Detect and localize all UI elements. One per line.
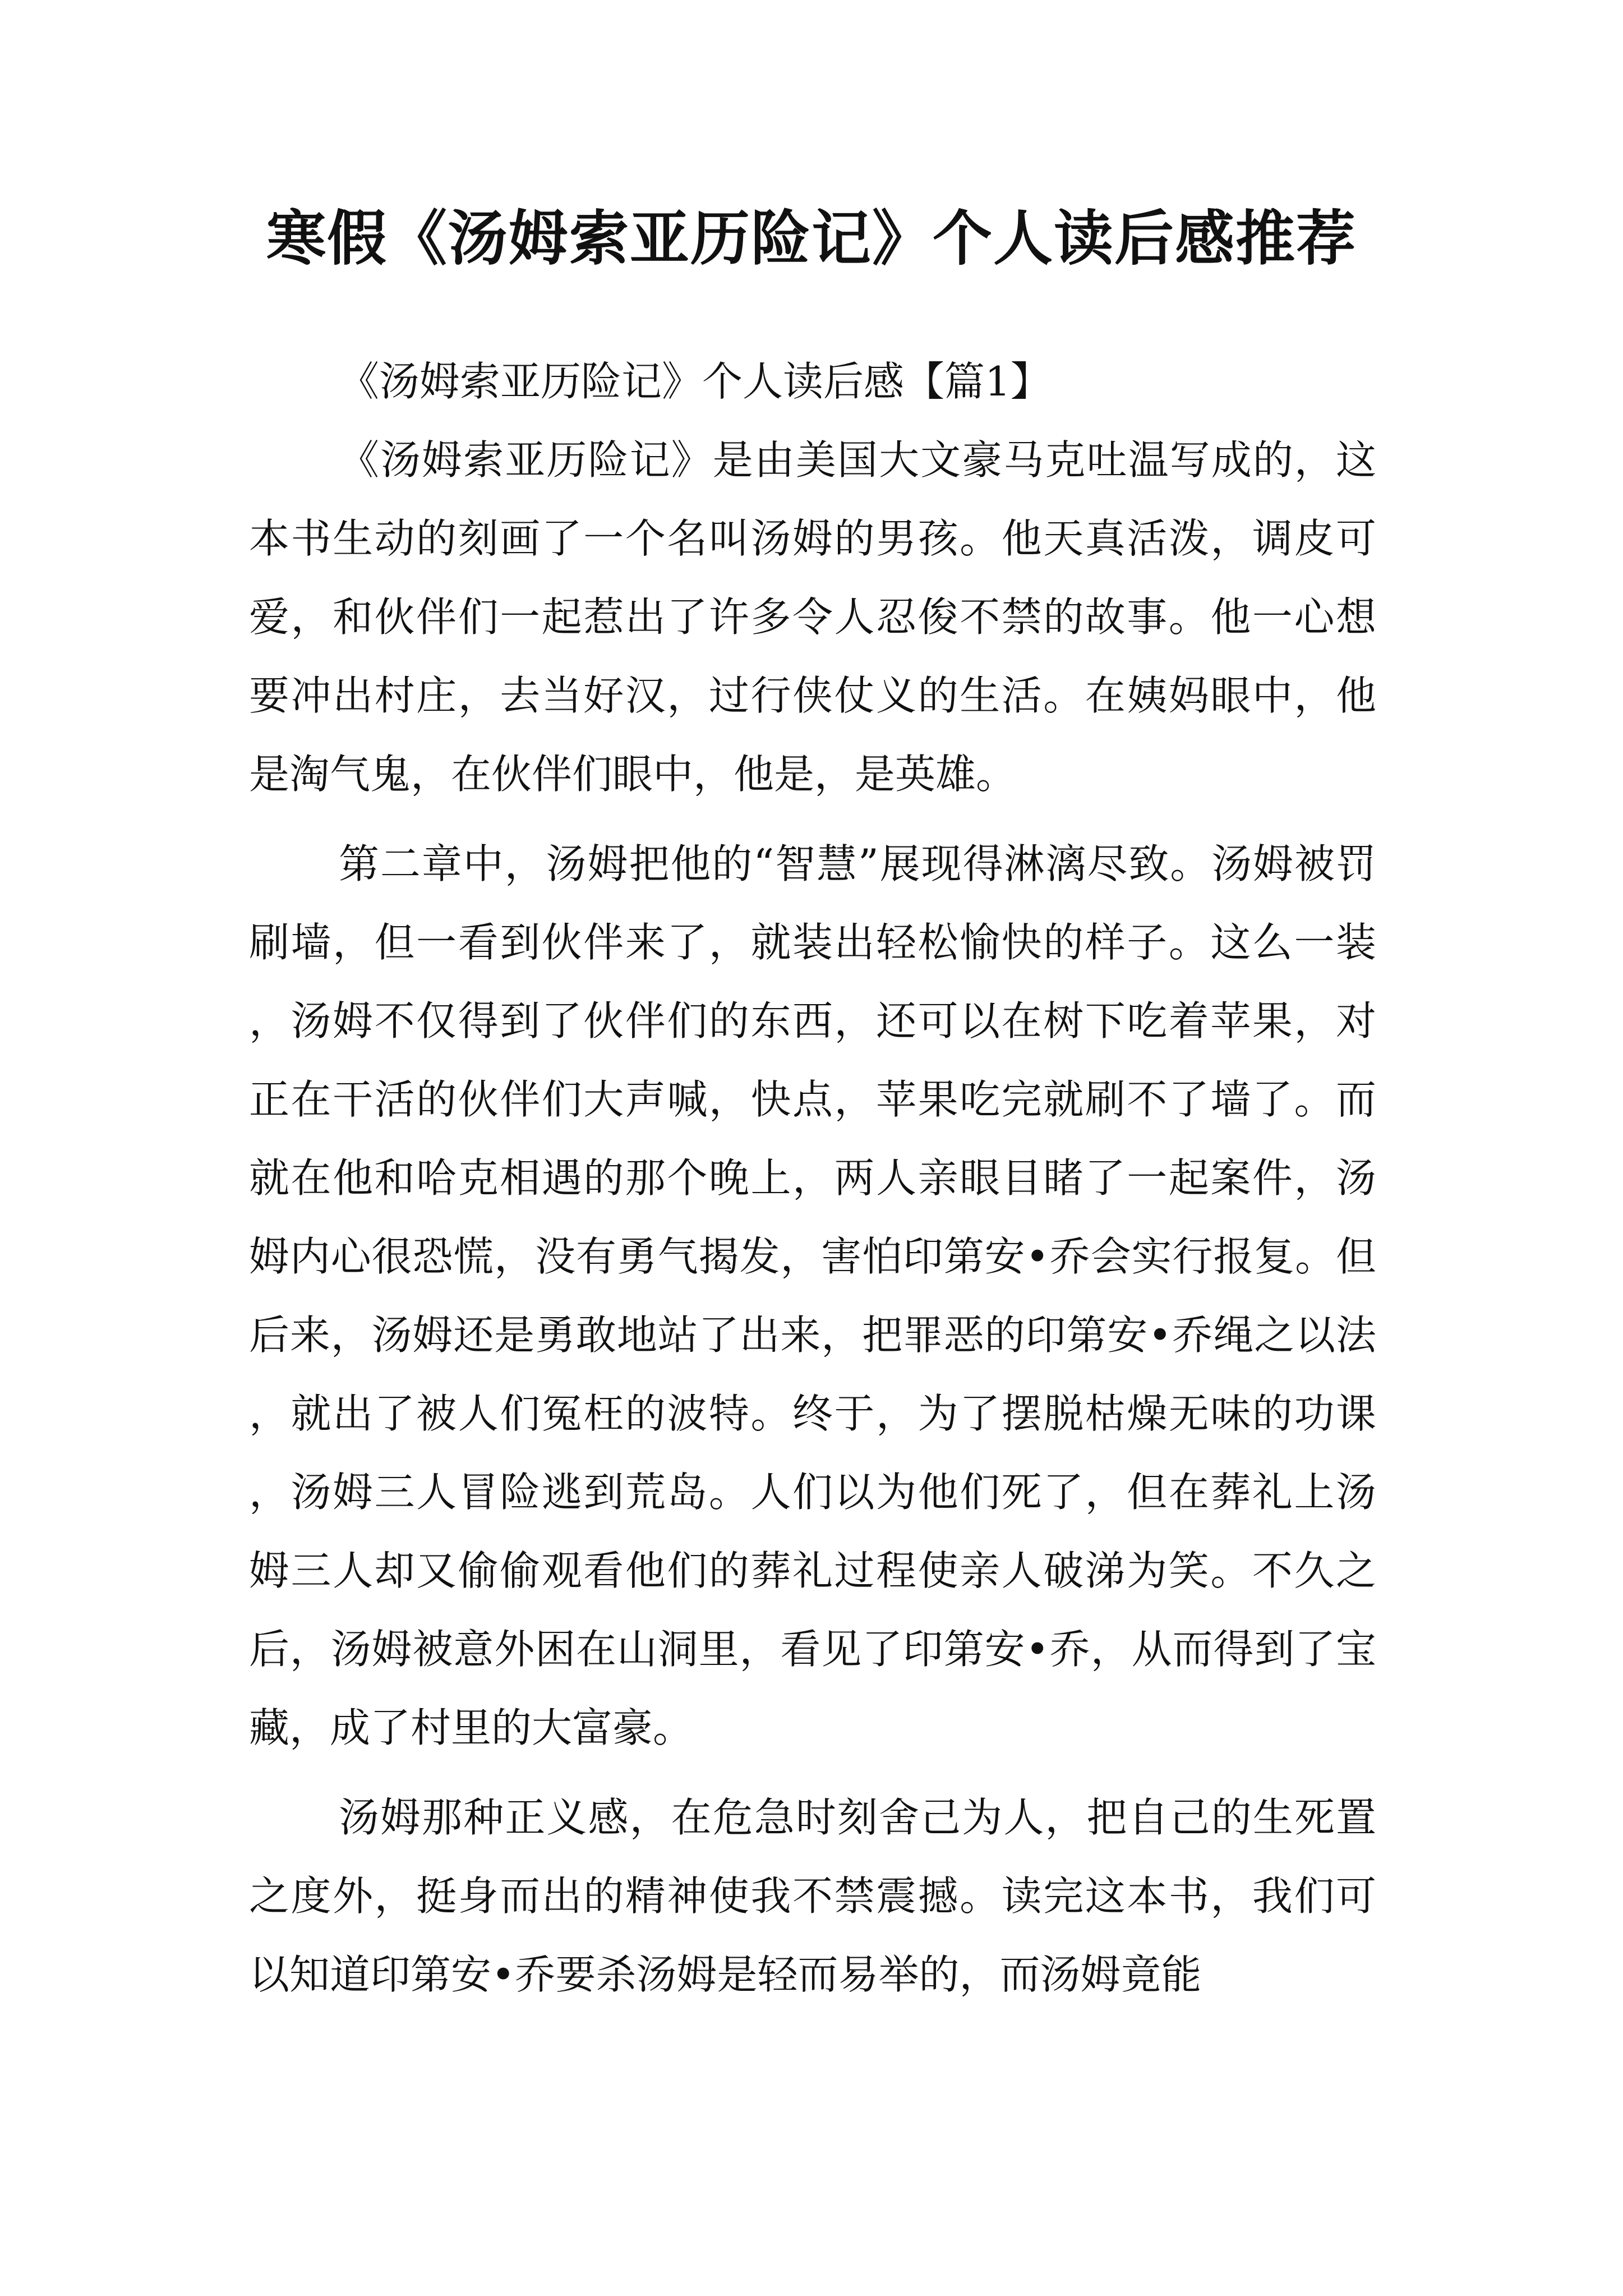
paragraph-2: 第二章中，汤姆把他的“智慧”展现得淋漓尽致。汤姆被罚刷墙，但一看到伙伴来了，就装出轻松愉快的样子。这么一装，汤姆不仅得到了伙伴们的东西，还可以在树下吃着苹果，对正在干活的伙伴们大声喊，快点，苹果吃完就刷不了墙了。而就在他和哈克相遇的那个晚上，两人亲眼目睹了一起案件，汤姆内心很恐慌，没有勇气揭发，害怕印第安•乔会实行报复。但后来，汤姆还是勇敢地站了出来，把罪恶的印第安•乔绳之以法，就出了被人们冤枉的波特。终于，为了摆脱枯燥无味的功课，汤姆三人冒险逃到荒岛。人们以为他们死了，但在葬礼上汤姆三人却又偷偷观看他们的葬礼过程使亲人破涕为笑。不久之后，汤姆被意外困在山洞里，看见了印第安•乔，从而得到了宝藏，成了村里的大富豪。 bbox=[249, 840, 1376, 1751]
section-heading: 《汤姆索亚历险记》个人读后感【篇1】 bbox=[339, 358, 1051, 405]
document-body bbox=[249, 342, 1376, 2014]
document-title: 寒假《汤姆索亚历险记》个人读后感推荐 bbox=[266, 203, 1357, 273]
paragraph-3: 汤姆那种正义感，在危急时刻舍己为人，把自己的生死置之度外，挺身而出的精神使我不禁震撼。读完这本书，我们可以知道印第安•乔要杀汤姆是轻而易举的，而汤姆竟能 bbox=[249, 1794, 1376, 1998]
paragraph-1: 《汤姆索亚历险记》是由美国大文豪马克吐温写成的，这本书生动的刻画了一个名叫汤姆的男孩。他天真活泼，调皮可爱，和伙伴们一起惹出了许多令人忍俊不禁的故事。他一心想要冲出村庄，去当好汉，过行侠仗义的生活。在姨妈眼中，他是淘气鬼，在伙伴们眼中，他是，是英雄。 bbox=[249, 436, 1376, 798]
